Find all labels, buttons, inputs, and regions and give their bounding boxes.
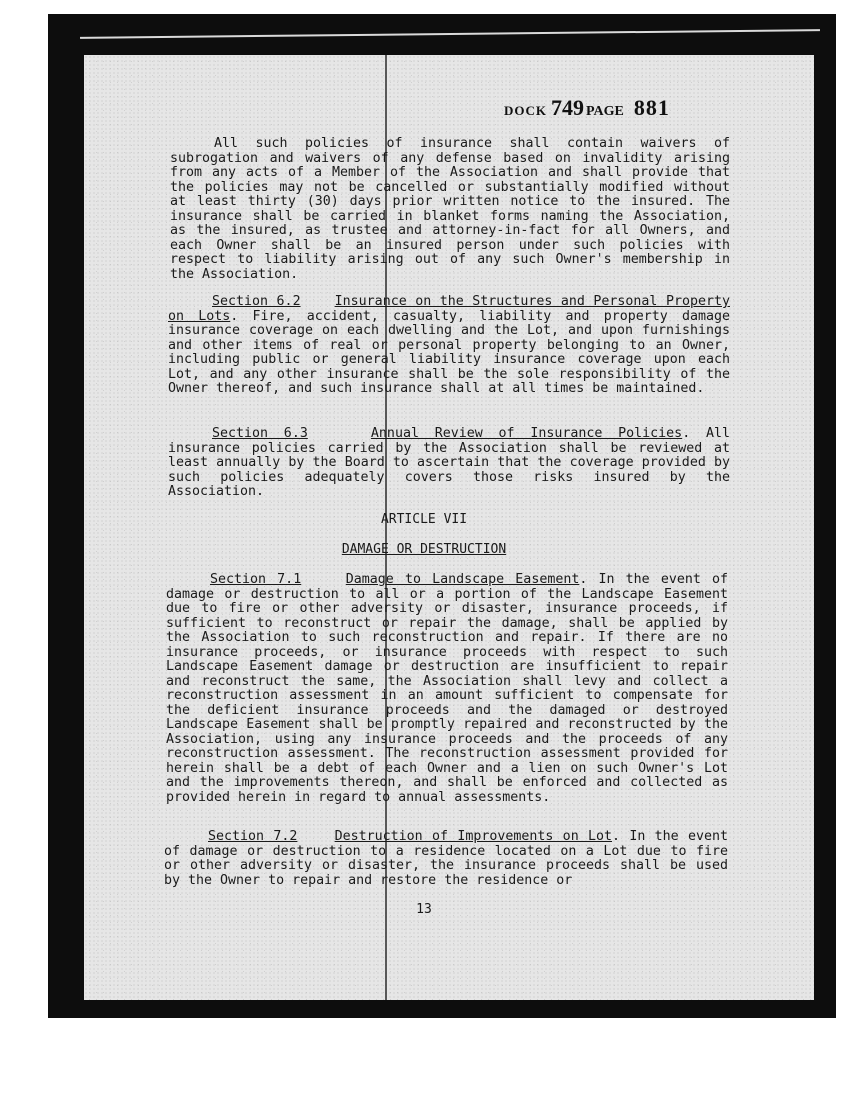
section-number: Section 6.2 xyxy=(212,294,301,309)
document-page xyxy=(84,55,814,1000)
section-6-3 xyxy=(168,427,730,500)
section-body: . In the event of damage or destruction to all or a portion of the Landscape Easement due to fire or other adversity or disaster, insurance proceeds, if sufficient to reconstruct or repair the damage, shall be applied by the Association to such reconstruction and repair. If there are no insurance proceeds, or insurance proceeds with respect to such Landscape Easement damage or destruction are insufficient to repair and reconstruct the same, the Association shall levy and collect a reconstruction assessment in an amount sufficient to compensate for the deficient insurance proceeds and the damaged or destroyed Landscape Easement shall be promptly repaired and reconstructed by the Association, using any insurance proceeds and the proceeds of any reconstruction assessment. The reconstruction assessment provided for herein shall be a debt of each Owner and a lien on such Owner's Lot and the improvements thereon, and shall be enforced and collected as provided herein in regard to annual assessments. xyxy=(166,572,729,805)
section-body: . In the event of damage or destruction to a residence located on a Lot due to fire or other adversity or disaster, the insurance proceeds shall be used by the Owner to repair and restore the residence or xyxy=(164,829,729,888)
recording-stamp xyxy=(504,95,670,121)
section-7-1 xyxy=(166,573,728,805)
article-title: DAMAGE OR DESTRUCTION xyxy=(341,542,507,557)
section-body: . All insurance policies carried by the Association shall be reviewed at least annually by the Board to ascertain that the coverage provided by such policies adequately covers those risks insured by the Association. xyxy=(168,426,730,499)
article-heading: ARTICLE VII xyxy=(380,512,468,527)
section-body: . Fire, accident, casualty, liability and property damage insurance coverage on each dwelling and the Lot, and upon furnishings and other items of real or personal property belonging to an Owner, including public or general liability insurance coverage upon each Lot, and any other insurance shall be the sole responsibility of the Owner thereof, and such insurance shall at all times be maintained. xyxy=(168,308,730,396)
section-title: Destruction of Improvements on Lot xyxy=(334,829,613,844)
section-title: Insurance on the Structures and Personal Property on Lots xyxy=(168,294,730,324)
book-label: DOCK xyxy=(504,103,547,118)
page-label: PAGE xyxy=(586,104,624,119)
section-7-2 xyxy=(164,830,728,888)
recorded-page-number: 881 xyxy=(633,95,670,120)
page-number: 13 xyxy=(416,902,432,917)
book-number: 749 xyxy=(551,95,584,120)
section-number: Section 7.1 xyxy=(210,572,302,587)
section-number: Section 7.2 xyxy=(208,829,298,844)
section-title: Annual Review of Insurance Policies xyxy=(370,426,683,441)
section-title: Damage to Landscape Easement xyxy=(345,572,580,587)
paragraph-insurance-waivers: All such policies of insurance shall contain waivers of subrogation and waivers of any defense based on invalidity arising from any acts of a Member of the Association and shall provide that the policies may not be cancelled or substantially modified without at least thirty (30) days prior written notice to the insured. The insurance shall be carried in blanket forms naming the Association, as the insured, as trustee and attorney-in-fact for all Owners, and each Owner shall be an insured person under such policies with respect to liability arising out of any such Owner's membership in the Association. xyxy=(170,136,730,282)
section-number: Section 6.3 xyxy=(212,426,308,441)
section-6-2 xyxy=(168,295,730,397)
